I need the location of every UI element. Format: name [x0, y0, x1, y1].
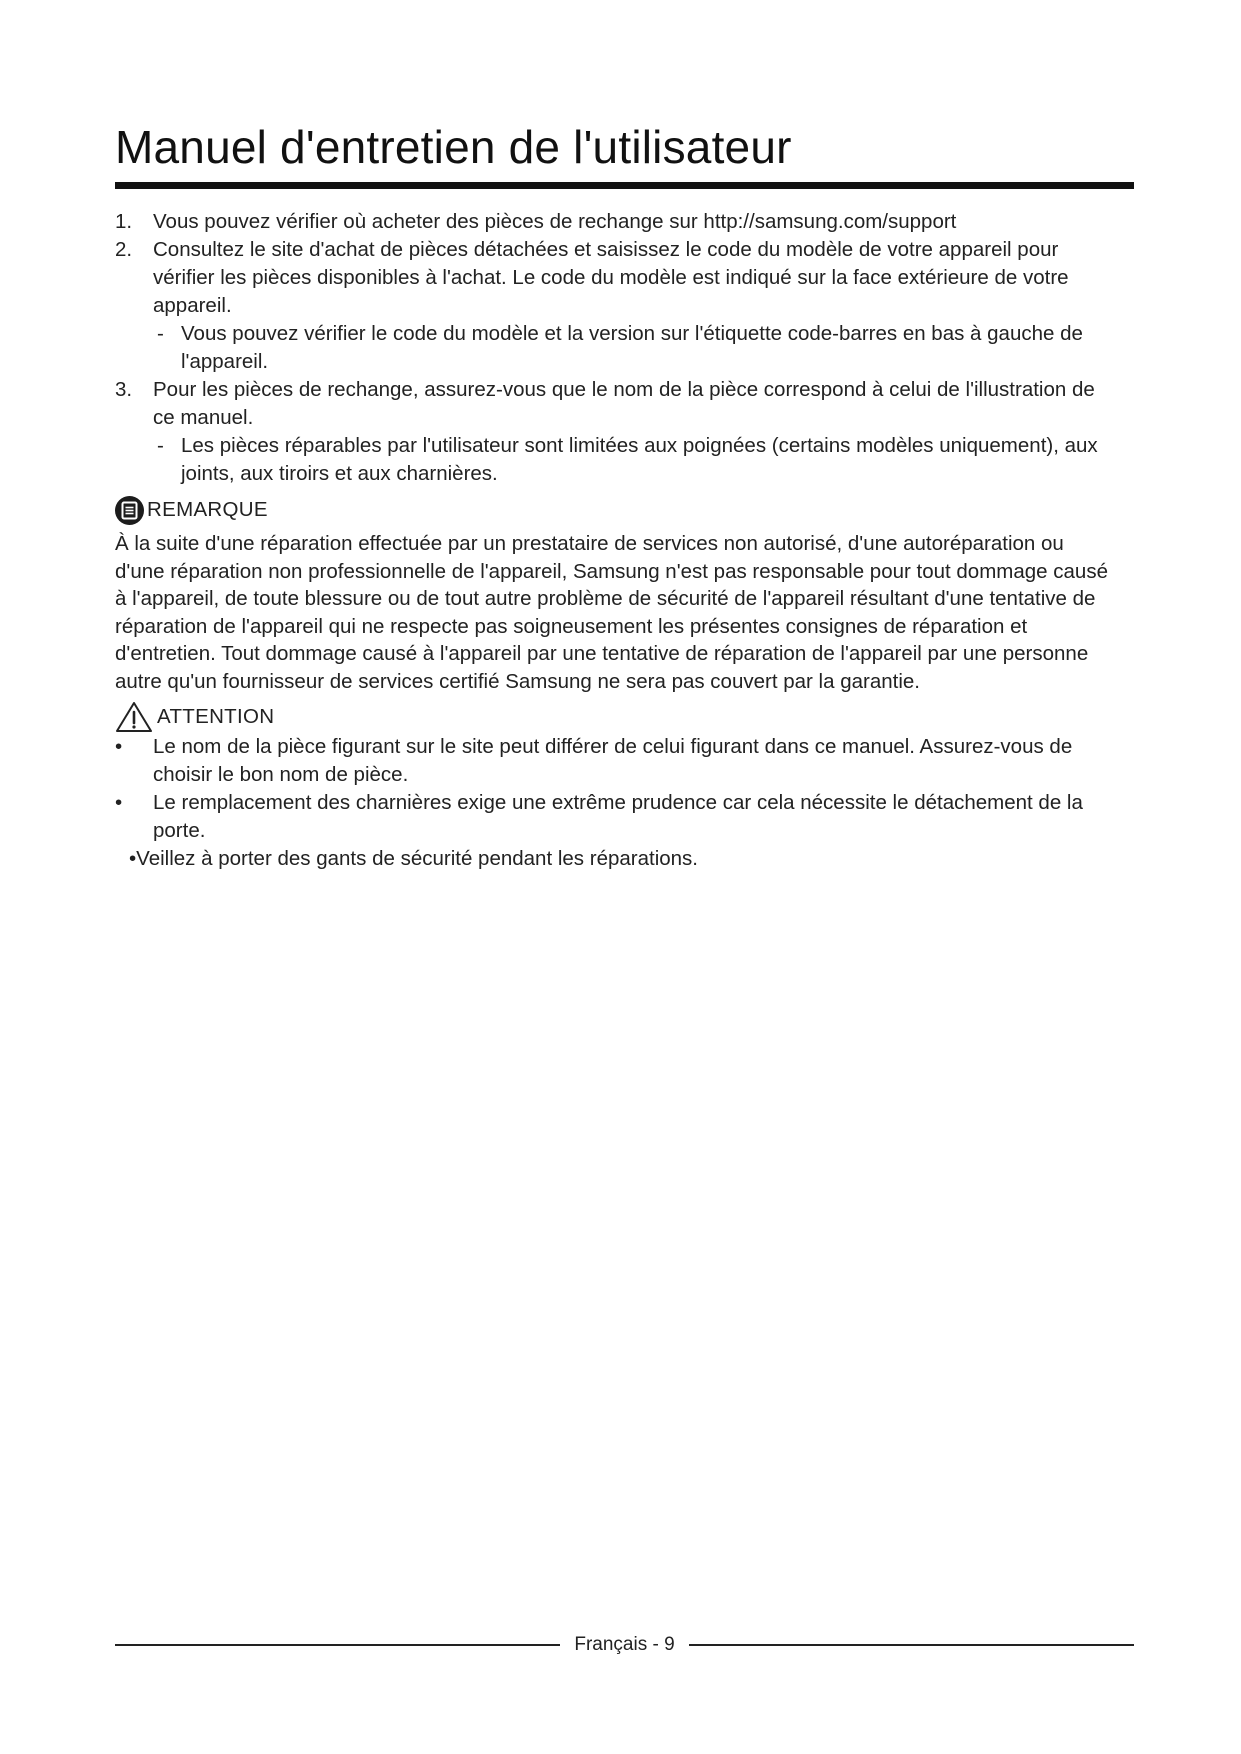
footer-rule-right: [689, 1644, 1134, 1646]
step-number: 2.: [115, 238, 133, 261]
attention-item-1: [115, 733, 1115, 789]
step-2-subitem: [115, 320, 1115, 376]
step-2: [115, 236, 1115, 320]
dash-marker: -: [157, 434, 164, 457]
attention-item-text: Le nom de la pièce figurant sur le site peut différer de celui figurant dans ce manuel. Assurez-vous de choisir le bon nom de pièce.: [153, 735, 1073, 786]
step-3-subitem: [115, 432, 1115, 488]
note-body: À la suite d'une réparation effectuée par un prestataire de services non autorisé, d'une autoréparation ou d'une réparation non professionnelle de l'appareil, Samsung n'est pas responsable pour tout dommage causé à l'appareil, de toute blessure ou de tout autre problème de sécurité de l'appareil résultant d'une tentative de réparation de l'appareil qui ne respecte pas soigneusement les présentes consignes de réparation et d'entretien. Tout dommage causé à l'appareil par une tentative de réparation de l'appareil par une personne autre qu'un fournisseur de services certifié Samsung ne sera pas couvert par la garantie.: [115, 532, 1108, 693]
page-number: Français - 9: [574, 1634, 675, 1655]
footer-rule-left: [115, 1644, 560, 1646]
note-icon: [115, 496, 144, 525]
bullet-marker: •: [115, 791, 123, 814]
note-heading: [115, 494, 1115, 526]
subitem-text: Les pièces réparables par l'utilisateur sont limitées aux poignées (certains modèles uniquement), aux joints, aux tiroirs et aux charnières.: [181, 434, 1098, 485]
step-text: Pour les pièces de rechange, assurez-vous que le nom de la pièce correspond à celui de l'illustration de ce manuel.: [153, 378, 1095, 429]
step-number: 1.: [115, 210, 133, 233]
bullet-marker: •: [115, 735, 123, 758]
step-1: [115, 208, 1115, 236]
step-number: 3.: [115, 378, 133, 401]
dash-marker: -: [157, 322, 164, 345]
attention-item-3: •Veillez à porter des gants de sécurité pendant les réparations.: [129, 847, 698, 870]
step-3: [115, 376, 1115, 432]
attention-label: ATTENTION: [157, 705, 275, 728]
page-title: Manuel d'entretien de l'utilisateur: [115, 121, 792, 173]
step-text: Consultez le site d'achat de pièces détachées et saisissez le code du modèle de votre appareil pour vérifier les pièces disponibles à l'achat. Le code du modèle est indiqué sur la face extérieure de votre appareil.: [153, 238, 1069, 317]
attention-item-text: Le remplacement des charnières exige une extrême prudence car cela nécessite le détachement de la porte.: [153, 791, 1083, 842]
content: [115, 208, 1115, 873]
subitem-text: Vous pouvez vérifier le code du modèle et la version sur l'étiquette code-barres en bas à gauche de l'appareil.: [181, 322, 1083, 373]
page-footer: [115, 1630, 1134, 1660]
attention-item-2: [115, 789, 1115, 845]
title-rule: [115, 182, 1134, 189]
note-label: REMARQUE: [147, 498, 268, 521]
step-text: Vous pouvez vérifier où acheter des pièces de rechange sur http://samsung.com/support: [153, 210, 957, 233]
attention-heading: [115, 701, 1115, 733]
warning-icon: [115, 701, 153, 733]
